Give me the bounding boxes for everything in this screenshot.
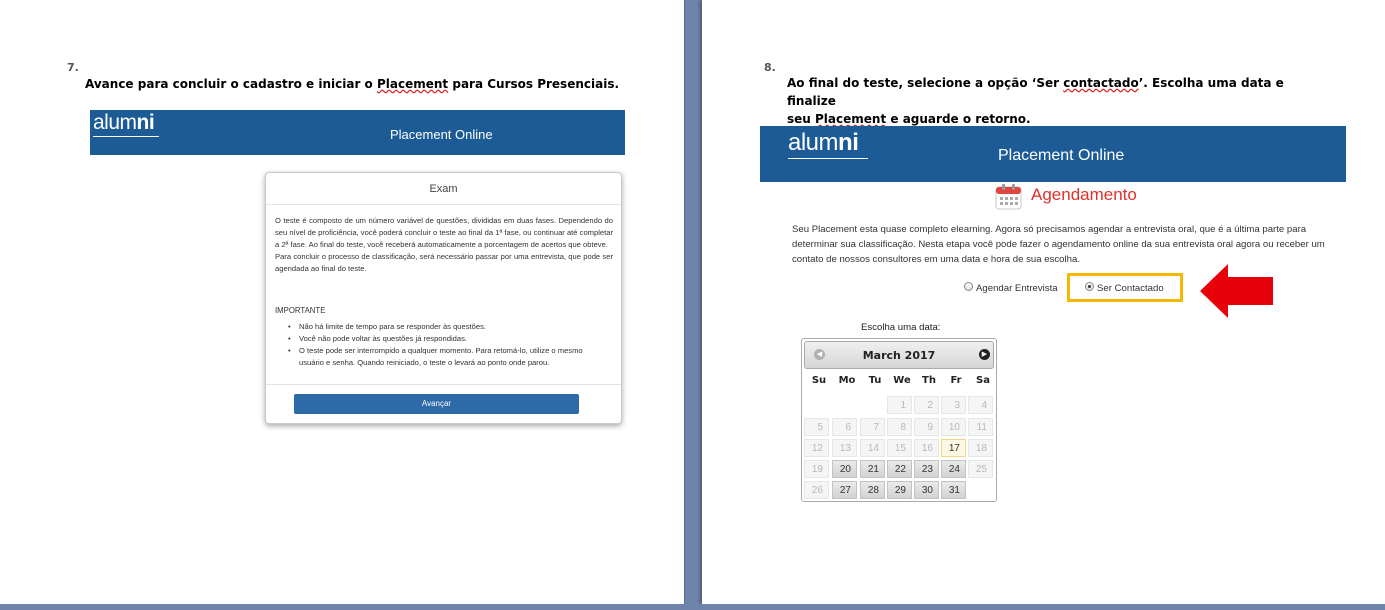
calendar-day: 11 <box>968 418 993 436</box>
calendar-day: 4 <box>968 396 993 414</box>
banner-title: Placement Online <box>998 147 1125 164</box>
exam-description <box>275 215 613 275</box>
important-list <box>288 321 608 369</box>
calendar-day: 26 <box>804 481 829 499</box>
step-number: 8. <box>764 61 776 74</box>
calendar-day: 19 <box>804 460 829 478</box>
calendar-day[interactable]: 20 <box>832 460 857 478</box>
left-document-page <box>0 0 684 604</box>
calendar-day: 10 <box>941 418 966 436</box>
calendar-month: March 2017 <box>862 349 936 362</box>
weekday-label: Th <box>922 375 936 386</box>
ser-contactado-radio[interactable] <box>1085 282 1094 291</box>
instruction-keyword: contactado <box>1063 76 1139 90</box>
ser-contactado-label[interactable]: Ser Contactado <box>1097 283 1164 294</box>
date-picker <box>801 338 997 502</box>
red-arrow-icon <box>1200 264 1275 318</box>
calendar-day[interactable]: 30 <box>914 481 939 499</box>
list-item: • Você não pode voltar às questões já respondidas. <box>288 333 608 345</box>
calendar-day[interactable]: 23 <box>914 460 939 478</box>
list-item: • Não há limite de tempo para se responder às questões. <box>288 321 608 333</box>
weekday-label: We <box>893 375 911 386</box>
weekday-label: Tu <box>868 375 882 386</box>
weekday-label: Su <box>811 375 827 386</box>
calendar-day[interactable]: 28 <box>860 481 885 499</box>
instruction-prefix: Avance para concluir o cadastro e iniciar o <box>85 77 377 91</box>
calendar-day[interactable]: 24 <box>941 460 966 478</box>
exam-paragraph: Para concluir o processo de classificação, será necessário passar por uma entrevista, que pode ser agendada ao final do teste. <box>275 252 613 273</box>
next-month-icon[interactable]: ▶ <box>979 349 990 360</box>
agendar-entrevista-radio[interactable] <box>964 282 973 291</box>
calendar-day: 6 <box>832 418 857 436</box>
calendar-day: 13 <box>832 439 857 457</box>
instruction-keyword: Placement <box>815 112 887 126</box>
calendar-day[interactable]: 31 <box>941 481 966 499</box>
calendar-day: 3 <box>941 396 966 414</box>
calendar-day: 12 <box>804 439 829 457</box>
calendar-day: 9 <box>914 418 939 436</box>
weekday-label: Fr <box>950 375 962 386</box>
prev-month-icon[interactable]: ◀ <box>814 349 825 360</box>
calendar-day: 25 <box>968 460 993 478</box>
calendar-day[interactable]: 29 <box>887 481 912 499</box>
calendar-day: 1 <box>887 396 912 414</box>
page-gap <box>0 604 1385 610</box>
calendar-day-today[interactable]: 17 <box>941 439 966 457</box>
alumni-banner <box>90 110 625 155</box>
list-item: • O teste pode ser interrompido a qualquer momento. Para retomá-lo, utilize o mesmo usuário e senha. Quando reiniciado, o teste o levará ao ponto onde parou. <box>288 345 608 369</box>
page-gap <box>685 0 701 610</box>
exam-title: Exam <box>429 183 458 195</box>
calendar-day: 16 <box>914 439 939 457</box>
alumni-logo: alumni <box>788 129 858 157</box>
divider <box>266 204 621 205</box>
calendar-day: 14 <box>860 439 885 457</box>
step-instruction: Ao final do teste, selecione a opção ‘Ser contactado’. Escolha uma data e finalize seu Placement e aguarde o retorno. <box>787 76 1284 126</box>
calendar-day: 5 <box>804 418 829 436</box>
divider <box>266 384 621 385</box>
calendar-day: 2 <box>914 396 939 414</box>
exam-paragraph: O teste é composto de um número variável de questões, divididas em duas fases. Dependendo do seu nível de proficiência, você poderá concluir o teste ao final da 1ª fase, ou continuar até completar a 2ª fase. Ao final do teste, você receberá automaticamente a porcentagem de acertos que obteve. <box>275 216 613 249</box>
calendar-day[interactable]: 27 <box>832 481 857 499</box>
important-heading: IMPORTANTE <box>275 306 326 315</box>
calendar-icon <box>995 183 1022 210</box>
agendamento-title: Agendamento <box>1031 185 1137 204</box>
calendar-day: 7 <box>860 418 885 436</box>
alumni-logo: alumni <box>93 111 154 135</box>
agendar-entrevista-label[interactable]: Agendar Entrevista <box>976 283 1058 294</box>
weekday-label: Mo <box>838 375 856 386</box>
calendar-day: 15 <box>887 439 912 457</box>
calendar-day: 18 <box>968 439 993 457</box>
calendar-day[interactable]: 21 <box>860 460 885 478</box>
calendar-header <box>804 341 994 369</box>
choose-date-label: Escolha uma data: <box>861 322 941 333</box>
avancar-button[interactable]: Avançar <box>294 394 579 414</box>
calendar-day[interactable]: 22 <box>887 460 912 478</box>
step-instruction <box>85 75 619 93</box>
alumni-banner <box>760 126 1346 182</box>
step-number: 7. <box>67 61 79 74</box>
calendar-day: 8 <box>887 418 912 436</box>
banner-title: Placement Online <box>390 127 493 142</box>
weekday-label: Sa <box>976 375 990 386</box>
instruction-suffix: para Cursos Presenciais. <box>448 77 620 91</box>
agendamento-description: Seu Placement esta quase completo elearning. Agora só precisamos agendar a entrevista oral, que é a última parte para determinar sua classificação. Nesta etapa você pode fazer o agendamento online da sua entrevista oral agora ou receber um contato de nossos consultores em uma data e hora de sua escolha. <box>792 224 1325 265</box>
exam-dialog <box>265 172 622 424</box>
instruction-keyword: Placement <box>376 77 449 91</box>
